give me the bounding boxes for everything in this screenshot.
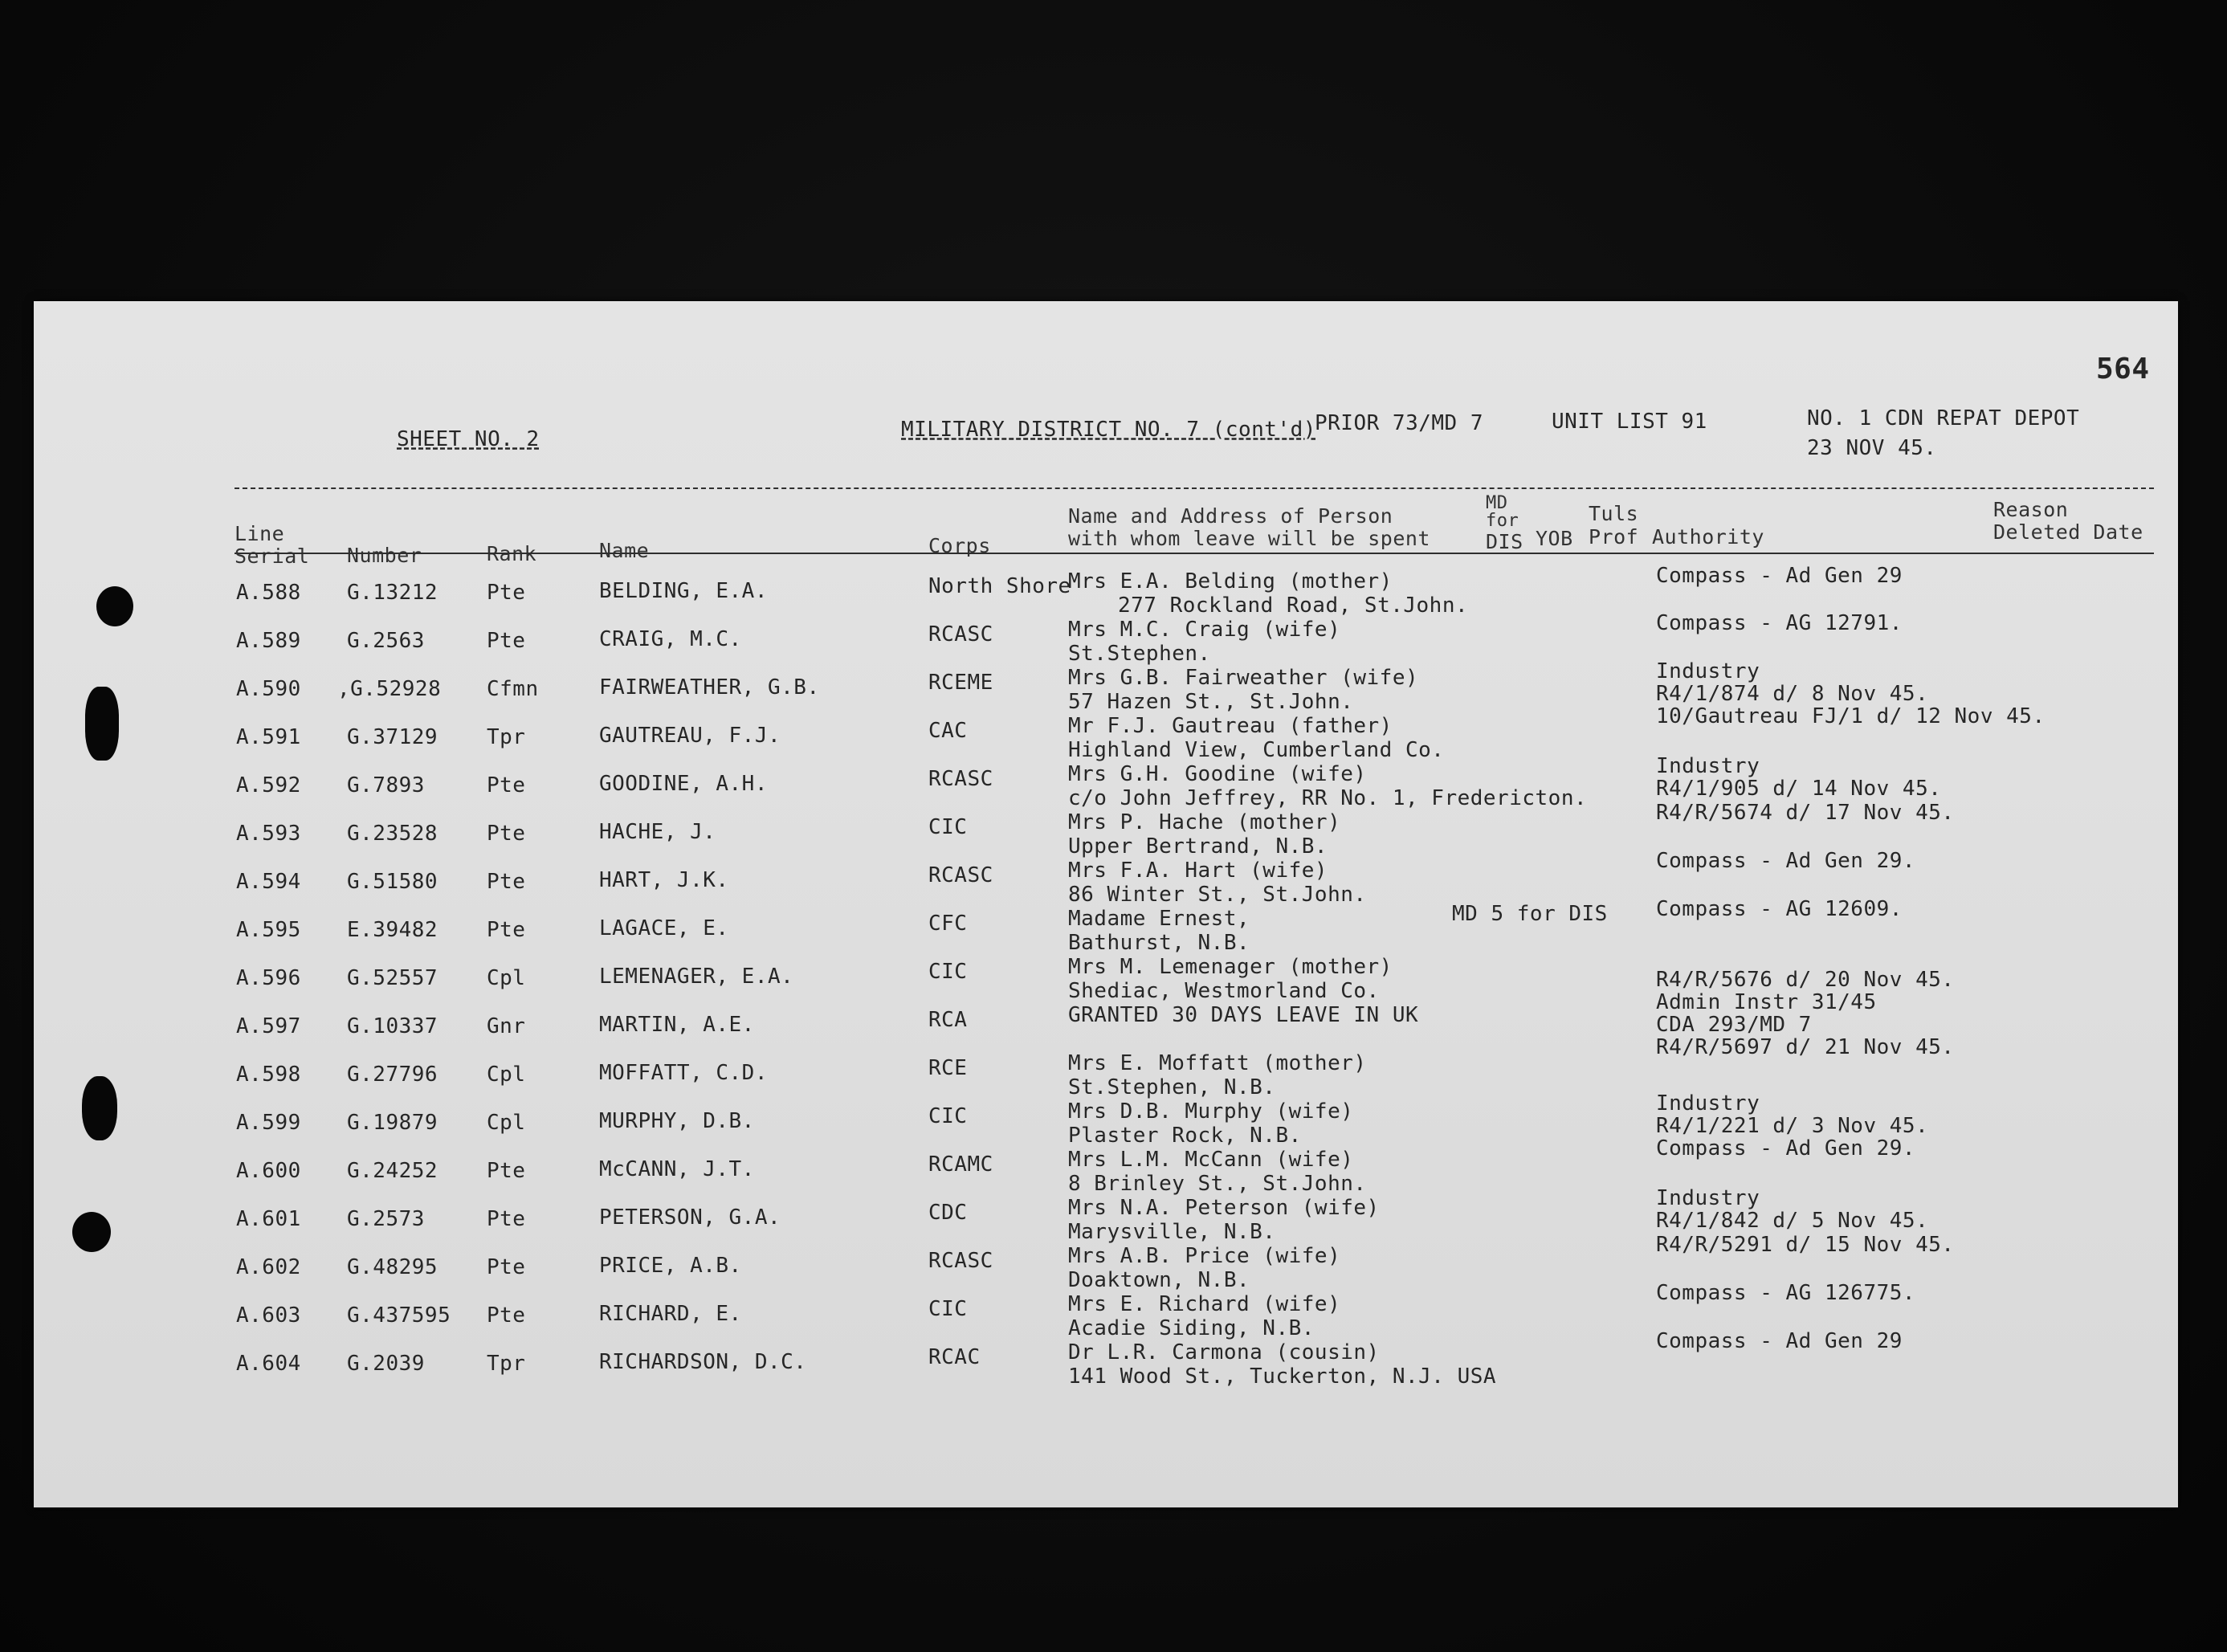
cell-number: G.7893 (347, 773, 425, 797)
cell-rank: Gnr (487, 1014, 526, 1038)
header-rule-top (235, 487, 2154, 489)
cell-number: G.23528 (347, 822, 438, 846)
cell-address-line-2: Marysville, N.B. (1068, 1220, 1276, 1244)
district-title: MILITARY DISTRICT NO. 7 (cont'd) (901, 418, 1316, 442)
cell-authority-line-1: Compass - Ad Gen 29. (1656, 1136, 1916, 1160)
col-header-number: Number (347, 544, 422, 567)
cell-number: G.10337 (347, 1014, 438, 1038)
cell-address-line-1: GRANTED 30 DAYS LEAVE IN UK (1068, 1003, 1419, 1027)
cell-rank: Tpr (487, 725, 526, 749)
cell-corps: RCASC (928, 1249, 993, 1273)
cell-number: G.48295 (347, 1255, 438, 1279)
cell-authority-line-2: R4/1/905 d/ 14 Nov 45. (1656, 777, 1942, 801)
cell-authority-line-2: R4/1/842 d/ 5 Nov 45. (1656, 1209, 1929, 1233)
cell-address-line-1: Mrs D.B. Murphy (wife) (1068, 1099, 1354, 1124)
cell-address-line-2: 57 Hazen St., St.John. (1068, 690, 1354, 714)
cell-rank: Pte (487, 918, 526, 942)
col-header-serial: Serial (235, 545, 310, 568)
cell-rank: Pte (487, 1159, 526, 1183)
cell-authority-line-1: Compass - AG 126775. (1656, 1281, 1916, 1305)
cell-number: G.27796 (347, 1063, 438, 1087)
cell-corps: RCASC (928, 767, 993, 791)
cell-name: RICHARDSON, D.C. (599, 1350, 807, 1374)
col-header-corps: Corps (928, 534, 991, 557)
cell-authority-line-1: 10/Gautreau FJ/1 d/ 12 Nov 45. (1656, 704, 2045, 728)
cell-rank: Cpl (487, 1063, 526, 1087)
cell-serial: A.589 (236, 629, 301, 653)
cell-address-line-1: Mrs P. Hache (mother) (1068, 810, 1341, 834)
cell-rank: Cpl (487, 966, 526, 990)
cell-corps: RCAC (928, 1345, 981, 1369)
cell-name: LEMENAGER, E.A. (599, 965, 794, 989)
cell-address-line-2: 277 Rockland Road, St.John. (1118, 593, 1469, 618)
cell-serial: A.593 (236, 822, 301, 846)
cell-name: MOFFATT, C.D. (599, 1061, 768, 1085)
cell-authority-line-1: Compass - Ad Gen 29 (1656, 1329, 1903, 1353)
cell-serial: A.603 (236, 1303, 301, 1328)
cell-number: G.19879 (347, 1111, 438, 1135)
cell-address-line-1: Mrs E.A. Belding (mother) (1068, 569, 1393, 593)
cell-serial: A.595 (236, 918, 301, 942)
cell-name: GAUTREAU, F.J. (599, 724, 781, 748)
cell-serial: A.602 (236, 1255, 301, 1279)
depot-name: NO. 1 CDN REPAT DEPOT (1807, 406, 2080, 430)
cell-number: G.37129 (347, 725, 438, 749)
cell-address-line-2: Upper Bertrand, N.B. (1068, 834, 1328, 859)
document-sheet (34, 301, 2178, 1507)
cell-authority-line-1: Industry (1656, 1186, 1760, 1210)
cell-corps: CIC (928, 1297, 968, 1321)
cell-corps: RCASC (928, 622, 993, 647)
cell-name: HACHE, J. (599, 820, 716, 844)
cell-name: PRICE, A.B. (599, 1254, 742, 1278)
cell-name: GOODINE, A.H. (599, 772, 768, 796)
cell-address-line-2: Doaktown, N.B. (1068, 1268, 1250, 1292)
cell-address-line-2: 8 Brinley St., St.John. (1068, 1172, 1367, 1196)
cell-authority-line-1: Industry (1656, 754, 1760, 778)
cell-serial: A.591 (236, 725, 301, 749)
cell-address-line-1: Mrs L.M. McCann (wife) (1068, 1148, 1354, 1172)
cell-address-line-1: Mrs F.A. Hart (wife) (1068, 859, 1328, 883)
cell-corps: CIC (928, 1104, 968, 1128)
cell-address-line-1: Mrs M. Lemenager (mother) (1068, 955, 1393, 979)
cell-authority-line-1: Industry (1656, 659, 1760, 683)
cell-corps: RCA (928, 1008, 968, 1032)
cell-number: G.2563 (347, 629, 425, 653)
cell-address-line-1: Mrs G.B. Fairweather (wife) (1068, 666, 1419, 690)
punch-hole (85, 687, 119, 761)
cell-serial: A.596 (236, 966, 301, 990)
cell-address-line-1: Mrs M.C. Craig (wife) (1068, 618, 1341, 642)
cell-serial: A.590 (236, 677, 301, 701)
cell-address-line-2: St.Stephen. (1068, 642, 1211, 666)
cell-authority-line-1: R4/R/5291 d/ 15 Nov 45. (1656, 1233, 1955, 1257)
cell-name: CRAIG, M.C. (599, 627, 742, 651)
cell-number: G.2039 (347, 1352, 425, 1376)
cell-corps: RCAMC (928, 1152, 993, 1177)
cell-number: G.51580 (347, 870, 438, 894)
cell-name: McCANN, J.T. (599, 1157, 755, 1181)
cell-rank: Pte (487, 629, 526, 653)
col-header-name: Name (599, 539, 650, 562)
cell-address-line-2: Plaster Rock, N.B. (1068, 1124, 1302, 1148)
cell-address-line-1: Mrs E. Richard (wife) (1068, 1292, 1341, 1316)
cell-address-line-1: Mrs A.B. Price (wife) (1068, 1244, 1341, 1268)
cell-authority-line-1: Compass - AG 12791. (1656, 611, 1903, 635)
cell-address-line-2: St.Stephen, N.B. (1068, 1075, 1276, 1099)
cell-name: LAGACE, E. (599, 916, 729, 940)
cell-authority-line-1: Admin Instr 31/45 (1656, 990, 1877, 1014)
cell-number: ,G.52928 (337, 677, 442, 701)
cell-corps: RCE (928, 1056, 968, 1080)
cell-authority-line-2: R4/1/874 d/ 8 Nov 45. (1656, 682, 1929, 706)
cell-authority-line-2: CDA 293/MD 7 (1656, 1013, 1812, 1037)
cell-md-for-dis: MD 5 for DIS (1452, 902, 1608, 926)
cell-address-line-1: Mrs E. Moffatt (mother) (1068, 1051, 1367, 1075)
cell-name: FAIRWEATHER, G.B. (599, 675, 820, 700)
cell-serial: A.588 (236, 581, 301, 605)
cell-corps: CAC (928, 719, 968, 743)
cell-corps: CIC (928, 815, 968, 839)
cell-address-line-1: Mr F.J. Gautreau (father) (1068, 714, 1393, 738)
col-header-deleted-date: Deleted Date (1993, 520, 2143, 544)
cell-corps: CFC (928, 912, 968, 936)
prior-reference: PRIOR 73/MD 7 (1315, 411, 1483, 435)
cell-serial: A.597 (236, 1014, 301, 1038)
cell-serial: A.604 (236, 1352, 301, 1376)
cell-address-line-2: Bathurst, N.B. (1068, 931, 1250, 955)
cell-authority-line-1: Compass - Ad Gen 29 (1656, 564, 1903, 588)
col-header-for: for (1486, 511, 1519, 531)
col-header-prof: Prof (1589, 525, 1639, 549)
cell-address-line-2: 141 Wood St., Tuckerton, N.J. USA (1068, 1364, 1497, 1389)
cell-corps: CDC (928, 1201, 968, 1225)
cell-serial: A.600 (236, 1159, 301, 1183)
col-header-tuls: Tuls (1589, 502, 1639, 525)
cell-authority-line-1: Compass - AG 12609. (1656, 897, 1903, 921)
cell-rank: Pte (487, 870, 526, 894)
cell-number: G.52557 (347, 966, 438, 990)
cell-name: RICHARD, E. (599, 1302, 742, 1326)
cell-rank: Pte (487, 581, 526, 605)
cell-authority-line-1: R4/R/5674 d/ 17 Nov 45. (1656, 801, 1955, 825)
cell-rank: Pte (487, 822, 526, 846)
cell-serial: A.599 (236, 1111, 301, 1135)
cell-authority-line-1: R4/R/5697 d/ 21 Nov 45. (1656, 1035, 1955, 1059)
header-date: 23 NOV 45. (1807, 436, 1937, 460)
cell-serial: A.598 (236, 1063, 301, 1087)
cell-authority-line-1: Compass - Ad Gen 29. (1656, 849, 1916, 873)
cell-corps: North Shore (928, 574, 1071, 598)
col-header-line: Line (235, 522, 285, 545)
cell-rank: Cpl (487, 1111, 526, 1135)
cell-address-line-1: Mrs G.H. Goodine (wife) (1068, 762, 1367, 786)
cell-serial: A.601 (236, 1207, 301, 1231)
page-number: 564 (2096, 353, 2150, 385)
cell-authority-line-2: R4/1/221 d/ 3 Nov 45. (1656, 1114, 1929, 1138)
cell-rank: Pte (487, 773, 526, 797)
col-header-dis: DIS (1486, 530, 1523, 553)
cell-corps: CIC (928, 960, 968, 984)
cell-address-line-2: 86 Winter St., St.John. (1068, 883, 1367, 907)
cell-name: HART, J.K. (599, 868, 729, 892)
cell-corps: RCASC (928, 863, 993, 887)
cell-rank: Pte (487, 1255, 526, 1279)
col-header-address-2: with whom leave will be spent (1068, 527, 1430, 550)
cell-rank: Pte (487, 1303, 526, 1328)
cell-number: G.437595 (347, 1303, 451, 1328)
cell-number: G.13212 (347, 581, 438, 605)
cell-authority-line-1: R4/R/5676 d/ 20 Nov 45. (1656, 968, 1955, 992)
cell-rank: Pte (487, 1207, 526, 1231)
col-header-authority: Authority (1652, 525, 1764, 549)
col-header-yob: YOB (1536, 527, 1573, 550)
col-header-address-1: Name and Address of Person (1068, 504, 1393, 528)
cell-number: G.2573 (347, 1207, 425, 1231)
cell-name: BELDING, E.A. (599, 579, 768, 603)
cell-address-line-2: Highland View, Cumberland Co. (1068, 738, 1445, 762)
cell-number: E.39482 (347, 918, 438, 942)
cell-rank: Cfmn (487, 677, 539, 701)
cell-address-line-1: Dr L.R. Carmona (cousin) (1068, 1340, 1380, 1364)
cell-name: PETERSON, G.A. (599, 1205, 781, 1230)
cell-address-line-2: c/o John Jeffrey, RR No. 1, Fredericton. (1068, 786, 1588, 810)
cell-serial: A.592 (236, 773, 301, 797)
cell-rank: Tpr (487, 1352, 526, 1376)
header-rule-bottom (235, 553, 2154, 554)
cell-number: G.24252 (347, 1159, 438, 1183)
cell-address-line-1: Mrs N.A. Peterson (wife) (1068, 1196, 1380, 1220)
cell-authority-line-1: Industry (1656, 1091, 1760, 1116)
col-header-reason: Reason (1993, 498, 2069, 521)
unit-list: UNIT LIST 91 (1552, 410, 1707, 434)
punch-hole (96, 586, 133, 626)
punch-hole (72, 1212, 111, 1252)
cell-corps: RCEME (928, 671, 993, 695)
col-header-rank: Rank (487, 542, 537, 565)
cell-address-line-2: Shediac, Westmorland Co. (1068, 979, 1380, 1003)
punch-hole (82, 1076, 117, 1140)
cell-serial: A.594 (236, 870, 301, 894)
cell-name: MURPHY, D.B. (599, 1109, 755, 1133)
col-header-md: MD (1486, 493, 1508, 513)
cell-address-line-1: Madame Ernest, (1068, 907, 1250, 931)
sheet-number: SHEET NO. 2 (397, 427, 540, 451)
cell-name: MARTIN, A.E. (599, 1013, 755, 1037)
cell-address-line-2: Acadie Siding, N.B. (1068, 1316, 1315, 1340)
